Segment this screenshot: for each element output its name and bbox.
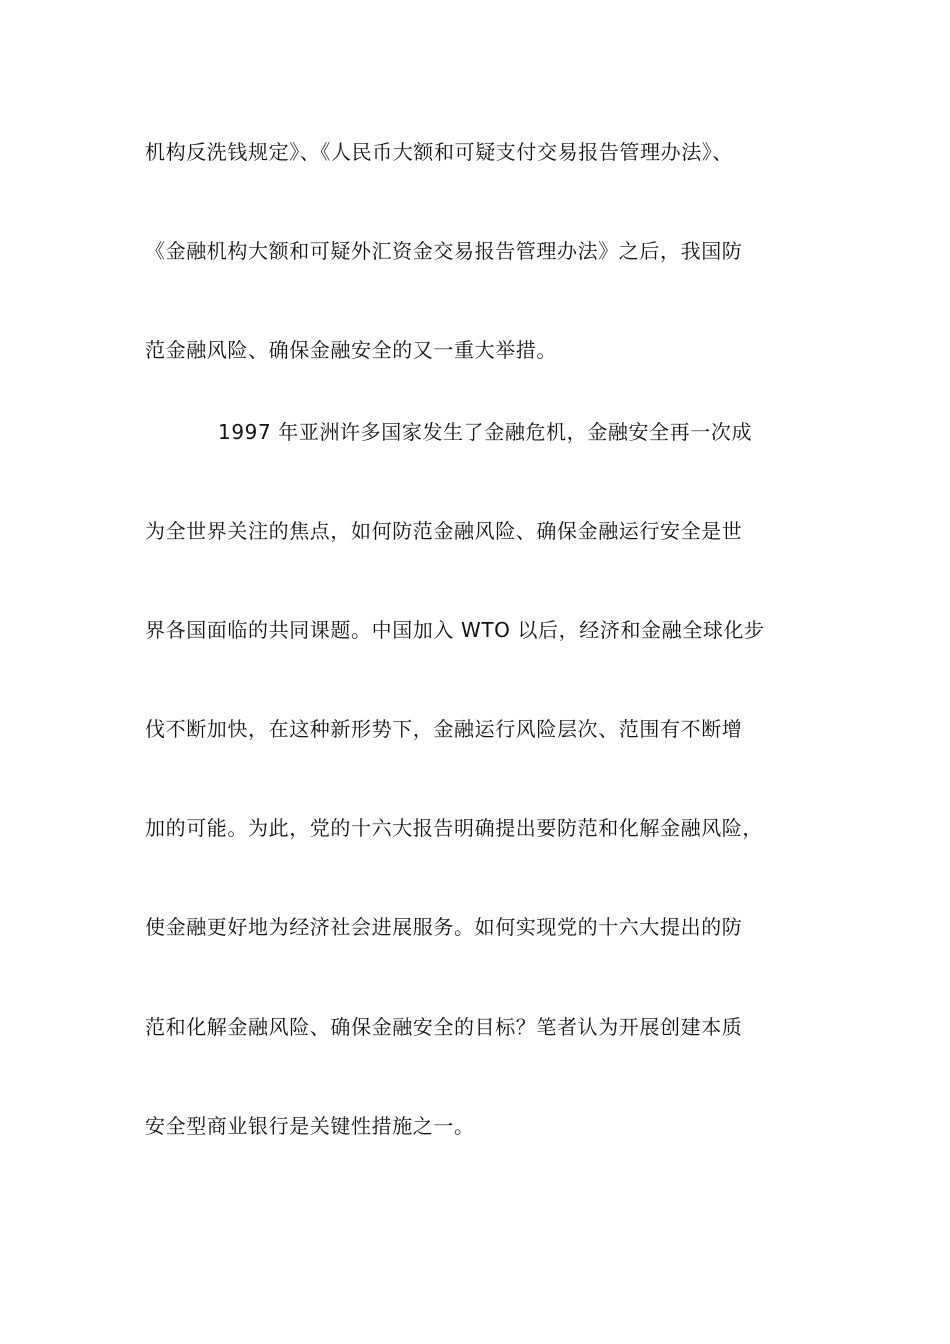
text-line-1: 机构反洗钱规定》、《人民币大额和可疑支付交易报告管理办法》、 bbox=[145, 140, 733, 164]
text-line-3: 范金融风险、确保金融安全的又一重大举措。 bbox=[145, 338, 557, 362]
text-line-9: 使金融更好地为经济社会进展服务。如何实现党的十六大提出的防 bbox=[145, 915, 743, 939]
text-line-5: 为全世界关注的焦点，如何防范金融风险、确保金融运行安全是世 bbox=[145, 519, 743, 543]
text-line-6: 界各国面临的共同课题。中国加入 WTO 以后，经济和金融全球化步 bbox=[145, 618, 765, 642]
text-line-2: 《金融机构大额和可疑外汇资金交易报告管理办法》之后，我国防 bbox=[145, 239, 743, 263]
text-line-10: 范和化解金融风险、确保金融安全的目标？笔者认为开展创建本质 bbox=[145, 1015, 743, 1039]
paragraph-first-line: 1997 年亚洲许多国家发生了金融危机，金融安全再一次成 bbox=[218, 420, 753, 444]
text-line-7: 伐不断加快，在这种新形势下，金融运行风险层次、范围有不断增 bbox=[145, 717, 743, 741]
text-line-11: 安全型商业银行是关键性措施之一。 bbox=[145, 1114, 475, 1138]
text-line-8: 加的可能。为此，党的十六大报告明确提出要防范和化解金融风险， bbox=[145, 816, 763, 840]
